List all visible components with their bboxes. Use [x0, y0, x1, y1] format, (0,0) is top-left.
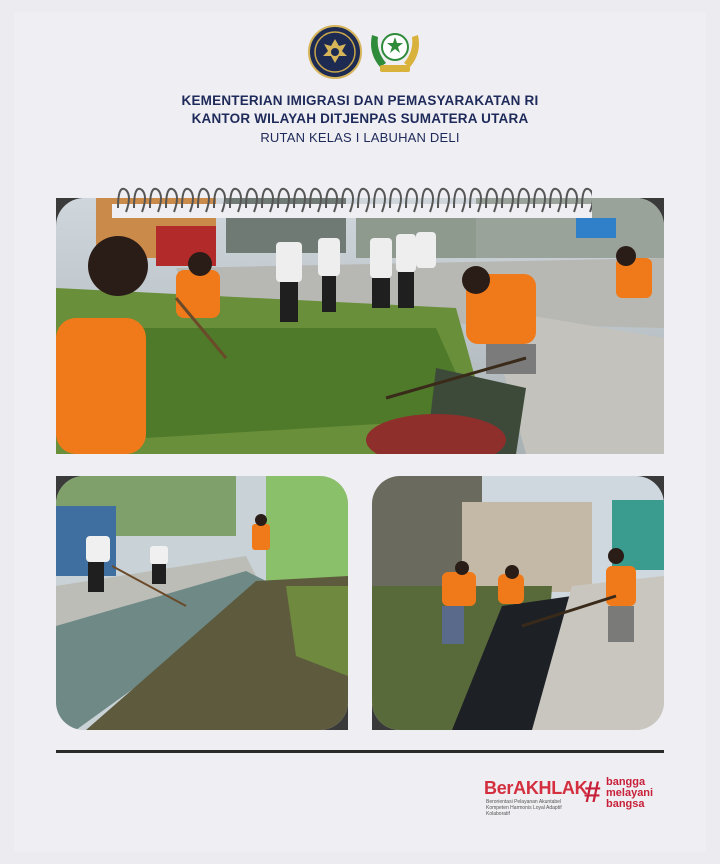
- header-institution: RUTAN KELAS I LABUHAN DELI: [260, 130, 460, 145]
- pemasyarakatan-emblem-logo: [366, 25, 424, 79]
- ministry-emblem-logo: [308, 25, 362, 79]
- berakhlak-tagline: Berorientasi Pelayanan Akuntabel Kompeten Harmonis Loyal Adaptif Kolaboratif: [486, 799, 562, 817]
- header-regional-office: KANTOR WILAYAH DITJENPAS SUMATERA UTARA: [191, 111, 529, 126]
- berakhlak-brand: BerAKHLAK: [484, 778, 588, 798]
- bangga-melayani-bangsa-slogan: [606, 777, 653, 810]
- slogan-word: bangsa: [606, 798, 645, 810]
- photo-ditch-cleaning-main: [56, 198, 664, 454]
- slogan-word: bangga: [606, 776, 646, 788]
- footer-divider: [56, 750, 664, 753]
- photo-gutter-cleaning: [372, 476, 664, 730]
- header-ministry-title: KEMENTERIAN IMIGRASI DAN PEMASYARAKATAN RI: [181, 93, 539, 108]
- slogan-word: melayani: [606, 787, 654, 799]
- notebook-spiral-binding: [112, 178, 592, 222]
- photo-canal-cleaning: [56, 476, 348, 730]
- hashtag-mark: #: [584, 776, 601, 809]
